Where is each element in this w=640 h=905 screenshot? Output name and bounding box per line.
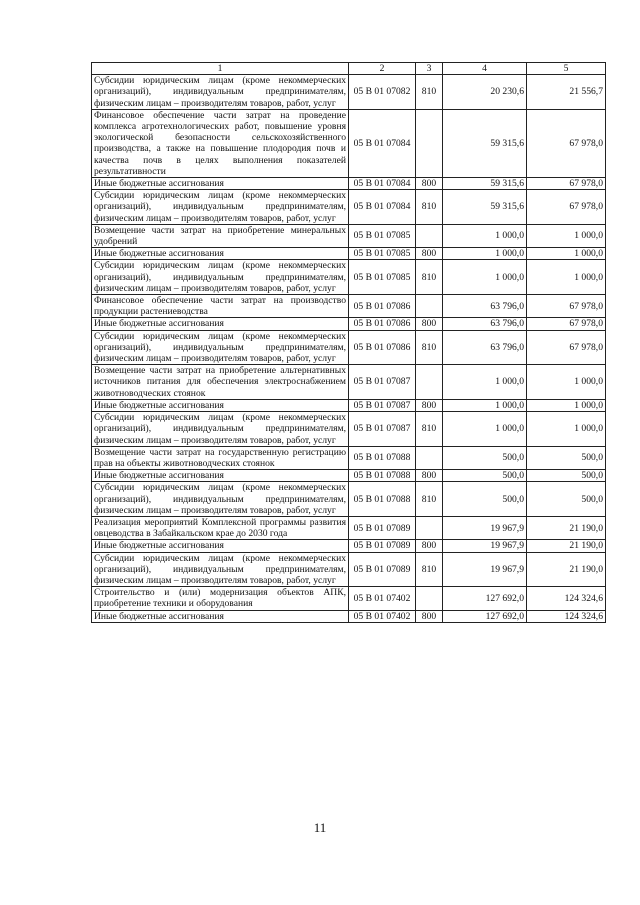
expense-type xyxy=(416,587,443,610)
amount-year-1: 19 967,9 xyxy=(443,540,527,552)
amount-year-1: 127 692,0 xyxy=(443,587,527,610)
expense-type xyxy=(416,224,443,247)
column-header: 5 xyxy=(527,63,606,75)
item-name: Иные бюджетные ассигнования xyxy=(92,470,349,482)
item-code: 05 В 01 07082 xyxy=(349,75,416,110)
expense-type xyxy=(416,109,443,177)
item-code: 05 В 01 07402 xyxy=(349,610,416,622)
header-row xyxy=(92,63,606,75)
expense-type: 810 xyxy=(416,482,443,517)
item-code: 05 В 01 07089 xyxy=(349,552,416,587)
amount-year-2: 1 000,0 xyxy=(527,248,606,260)
item-name: Иные бюджетные ассигнования xyxy=(92,540,349,552)
table-row xyxy=(92,178,606,190)
table-row xyxy=(92,365,606,400)
amount-year-2: 21 190,0 xyxy=(527,516,606,539)
expense-type: 810 xyxy=(416,412,443,447)
item-name: Финансовое обеспечение части затрат на проведение комплекса агротехнологических работ, повышение уровня экологической безопасности сельскохозяйственного производства, а также на повышение плодородия почв и качества почв в целях выполнения показателей результативности xyxy=(92,109,349,177)
item-name: Иные бюджетные ассигнования xyxy=(92,248,349,260)
item-name: Субсидии юридическим лицам (кроме некоммерческих организаций), индивидуальным предпринимателям, физическим лицам – производителям товаров, работ, услуг xyxy=(92,552,349,587)
item-name: Иные бюджетные ассигнования xyxy=(92,610,349,622)
amount-year-1: 59 315,6 xyxy=(443,109,527,177)
amount-year-1: 59 315,6 xyxy=(443,190,527,225)
amount-year-2: 500,0 xyxy=(527,470,606,482)
amount-year-1: 1 000,0 xyxy=(443,412,527,447)
amount-year-2: 21 190,0 xyxy=(527,540,606,552)
item-name: Возмещение части затрат на приобретение альтернативных источников питания для обеспечения электроснабжением животноводческих стоянок xyxy=(92,365,349,400)
expense-type xyxy=(416,446,443,469)
item-code: 05 В 01 07087 xyxy=(349,365,416,400)
item-code: 05 В 01 07086 xyxy=(349,318,416,330)
table-row xyxy=(92,412,606,447)
item-code: 05 В 01 07084 xyxy=(349,190,416,225)
expense-type: 800 xyxy=(416,610,443,622)
table-row xyxy=(92,248,606,260)
amount-year-2: 67 978,0 xyxy=(527,109,606,177)
expense-type: 800 xyxy=(416,470,443,482)
budget-table xyxy=(91,62,606,623)
item-code: 05 В 01 07088 xyxy=(349,446,416,469)
expense-type xyxy=(416,295,443,318)
amount-year-1: 1 000,0 xyxy=(443,365,527,400)
item-code: 05 В 01 07089 xyxy=(349,516,416,539)
item-code: 05 В 01 07087 xyxy=(349,399,416,411)
item-code: 05 В 01 07085 xyxy=(349,248,416,260)
expense-type: 810 xyxy=(416,75,443,110)
amount-year-2: 1 000,0 xyxy=(527,412,606,447)
amount-year-2: 1 000,0 xyxy=(527,399,606,411)
amount-year-1: 500,0 xyxy=(443,470,527,482)
table-body xyxy=(92,75,606,623)
item-code: 05 В 01 07084 xyxy=(349,178,416,190)
table-row xyxy=(92,318,606,330)
page-number: 11 xyxy=(313,820,327,835)
item-name: Субсидии юридическим лицам (кроме некоммерческих организаций), индивидуальным предпринимателям, физическим лицам – производителям товаров, работ, услуг xyxy=(92,75,349,110)
expense-type: 810 xyxy=(416,260,443,295)
item-name: Реализация мероприятий Комплексной программы развития овцеводства в Забайкальском крае до 2030 года xyxy=(92,516,349,539)
amount-year-2: 1 000,0 xyxy=(527,260,606,295)
column-header: 4 xyxy=(443,63,527,75)
amount-year-1: 19 967,9 xyxy=(443,552,527,587)
item-name: Субсидии юридическим лицам (кроме некоммерческих организаций), индивидуальным предпринимателям, физическим лицам – производителям товаров, работ, услуг xyxy=(92,260,349,295)
amount-year-1: 63 796,0 xyxy=(443,330,527,365)
table-row xyxy=(92,260,606,295)
item-code: 05 В 01 07086 xyxy=(349,295,416,318)
item-name: Возмещение части затрат на государственную регистрацию прав на объекты животноводческих стоянок xyxy=(92,446,349,469)
expense-type: 800 xyxy=(416,540,443,552)
item-name: Финансовое обеспечение части затрат на производство продукции растениеводства xyxy=(92,295,349,318)
table-row xyxy=(92,109,606,177)
table-row xyxy=(92,446,606,469)
item-name: Иные бюджетные ассигнования xyxy=(92,318,349,330)
expense-type: 810 xyxy=(416,190,443,225)
column-header: 1 xyxy=(92,63,349,75)
item-code: 05 В 01 07089 xyxy=(349,540,416,552)
item-name: Субсидии юридическим лицам (кроме некоммерческих организаций), индивидуальным предпринимателям, физическим лицам – производителям товаров, работ, услуг xyxy=(92,412,349,447)
item-name: Иные бюджетные ассигнования xyxy=(92,399,349,411)
amount-year-1: 500,0 xyxy=(443,446,527,469)
expense-type: 810 xyxy=(416,552,443,587)
expense-type xyxy=(416,516,443,539)
table-row xyxy=(92,516,606,539)
amount-year-1: 59 315,6 xyxy=(443,178,527,190)
amount-year-1: 127 692,0 xyxy=(443,610,527,622)
expense-type: 800 xyxy=(416,318,443,330)
item-name: Иные бюджетные ассигнования xyxy=(92,178,349,190)
column-header: 3 xyxy=(416,63,443,75)
table-row xyxy=(92,552,606,587)
table-row xyxy=(92,399,606,411)
amount-year-1: 1 000,0 xyxy=(443,248,527,260)
amount-year-2: 67 978,0 xyxy=(527,330,606,365)
amount-year-1: 63 796,0 xyxy=(443,318,527,330)
table-row xyxy=(92,190,606,225)
table-row xyxy=(92,330,606,365)
item-code: 05 В 01 07086 xyxy=(349,330,416,365)
table-row xyxy=(92,610,606,622)
item-code: 05 В 01 07088 xyxy=(349,470,416,482)
item-name: Субсидии юридическим лицам (кроме некоммерческих организаций), индивидуальным предпринимателям, физическим лицам – производителям товаров, работ, услуг xyxy=(92,190,349,225)
item-code: 05 В 01 07087 xyxy=(349,412,416,447)
table-row xyxy=(92,75,606,110)
item-name: Строительство и (или) модернизация объектов АПК, приобретение техники и оборудования xyxy=(92,587,349,610)
amount-year-1: 1 000,0 xyxy=(443,260,527,295)
amount-year-2: 21 556,7 xyxy=(527,75,606,110)
item-code: 05 В 01 07084 xyxy=(349,109,416,177)
amount-year-2: 124 324,6 xyxy=(527,610,606,622)
amount-year-2: 500,0 xyxy=(527,482,606,517)
table-row xyxy=(92,470,606,482)
amount-year-2: 67 978,0 xyxy=(527,190,606,225)
amount-year-2: 500,0 xyxy=(527,446,606,469)
item-name: Возмещение части затрат на приобретение минеральных удобрений xyxy=(92,224,349,247)
amount-year-2: 124 324,6 xyxy=(527,587,606,610)
item-code: 05 В 01 07085 xyxy=(349,224,416,247)
table-row xyxy=(92,587,606,610)
amount-year-1: 500,0 xyxy=(443,482,527,517)
expense-type: 800 xyxy=(416,248,443,260)
expense-type xyxy=(416,365,443,400)
amount-year-1: 1 000,0 xyxy=(443,399,527,411)
expense-type: 810 xyxy=(416,330,443,365)
amount-year-1: 1 000,0 xyxy=(443,224,527,247)
table-row xyxy=(92,295,606,318)
table-row xyxy=(92,224,606,247)
item-name: Субсидии юридическим лицам (кроме некоммерческих организаций), индивидуальным предпринимателям, физическим лицам – производителям товаров, работ, услуг xyxy=(92,330,349,365)
amount-year-2: 67 978,0 xyxy=(527,295,606,318)
amount-year-1: 20 230,6 xyxy=(443,75,527,110)
item-name: Субсидии юридическим лицам (кроме некоммерческих организаций), индивидуальным предпринимателям, физическим лицам – производителям товаров, работ, услуг xyxy=(92,482,349,517)
amount-year-1: 63 796,0 xyxy=(443,295,527,318)
amount-year-2: 1 000,0 xyxy=(527,224,606,247)
expense-type: 800 xyxy=(416,178,443,190)
table-row xyxy=(92,482,606,517)
expense-type: 800 xyxy=(416,399,443,411)
table-row xyxy=(92,540,606,552)
amount-year-2: 21 190,0 xyxy=(527,552,606,587)
item-code: 05 В 01 07085 xyxy=(349,260,416,295)
amount-year-2: 1 000,0 xyxy=(527,365,606,400)
amount-year-2: 67 978,0 xyxy=(527,318,606,330)
column-header: 2 xyxy=(349,63,416,75)
amount-year-2: 67 978,0 xyxy=(527,178,606,190)
amount-year-1: 19 967,9 xyxy=(443,516,527,539)
item-code: 05 В 01 07088 xyxy=(349,482,416,517)
item-code: 05 В 01 07402 xyxy=(349,587,416,610)
